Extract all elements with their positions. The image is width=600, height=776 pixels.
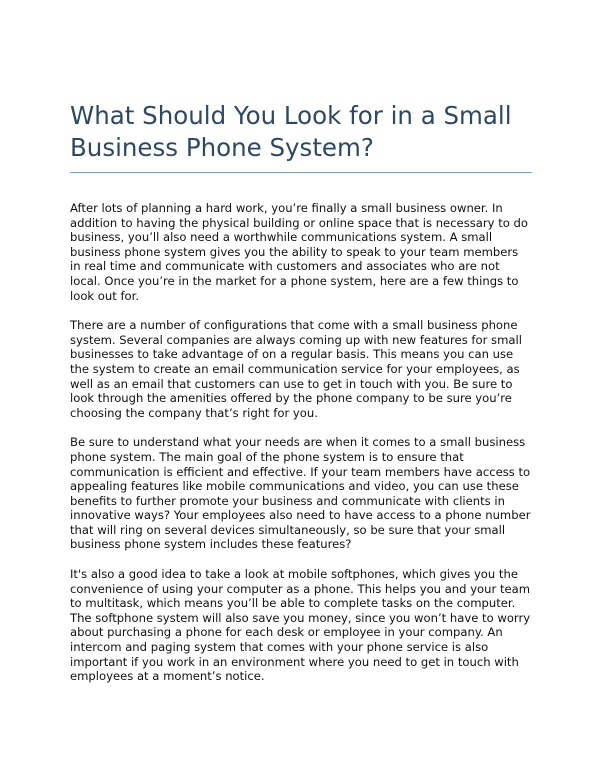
paragraph-4: It's also a good idea to take a look at mobile softphones, which gives you the convenience of using your computer as a phone. This helps you and your team to multitask, which means you’ll be able to complete tasks on the computer. The softphone system will also save you money, since you won’t have to worry about purchasing a phone for each desk or employee in your company. An intercom and paging system that comes with your phone service is also important if you work in an environment where you need to get in touch with employees at a moment’s notice. [70,567,531,684]
article-body [70,201,532,684]
paragraph-1: After lots of planning a hard work, you’re finally a small business owner. In addition to having the physical building or online space that is necessary to do business, you’ll also need a worthwhile communications system. A small business phone system gives you the ability to speak to your team members in real time and communicate with customers and associates who are not local. Once you’re in the market for a phone system, here are a few things to look out for. [70,201,528,303]
paragraph-3: Be sure to understand what your needs are when it comes to a small business phone system. The main goal of the phone system is to ensure that communication is efficient and effective. If your team members have access to appealing features like mobile communications and video, you can use these benefits to further promote your business and communicate with clients in innovative ways? Your employees also need to have access to a phone number that will ring on several devices simultaneously, so be sure that your small business phone system includes these features? [70,435,531,552]
document-page [70,100,532,699]
page-title: What Should You Look for in a Small Business Phone System? [70,100,532,173]
paragraph-2: There are a number of configurations that come with a small business phone system. Several companies are always coming up with new features for small businesses to take advantage of on a regular basis. This means you can use the system to create an email communication service for your employees, as well as an email that customers can use to get in touch with you. Be sure to look through the amenities offered by the phone company to be sure you’re choosing the company that’s right for you. [70,318,522,420]
